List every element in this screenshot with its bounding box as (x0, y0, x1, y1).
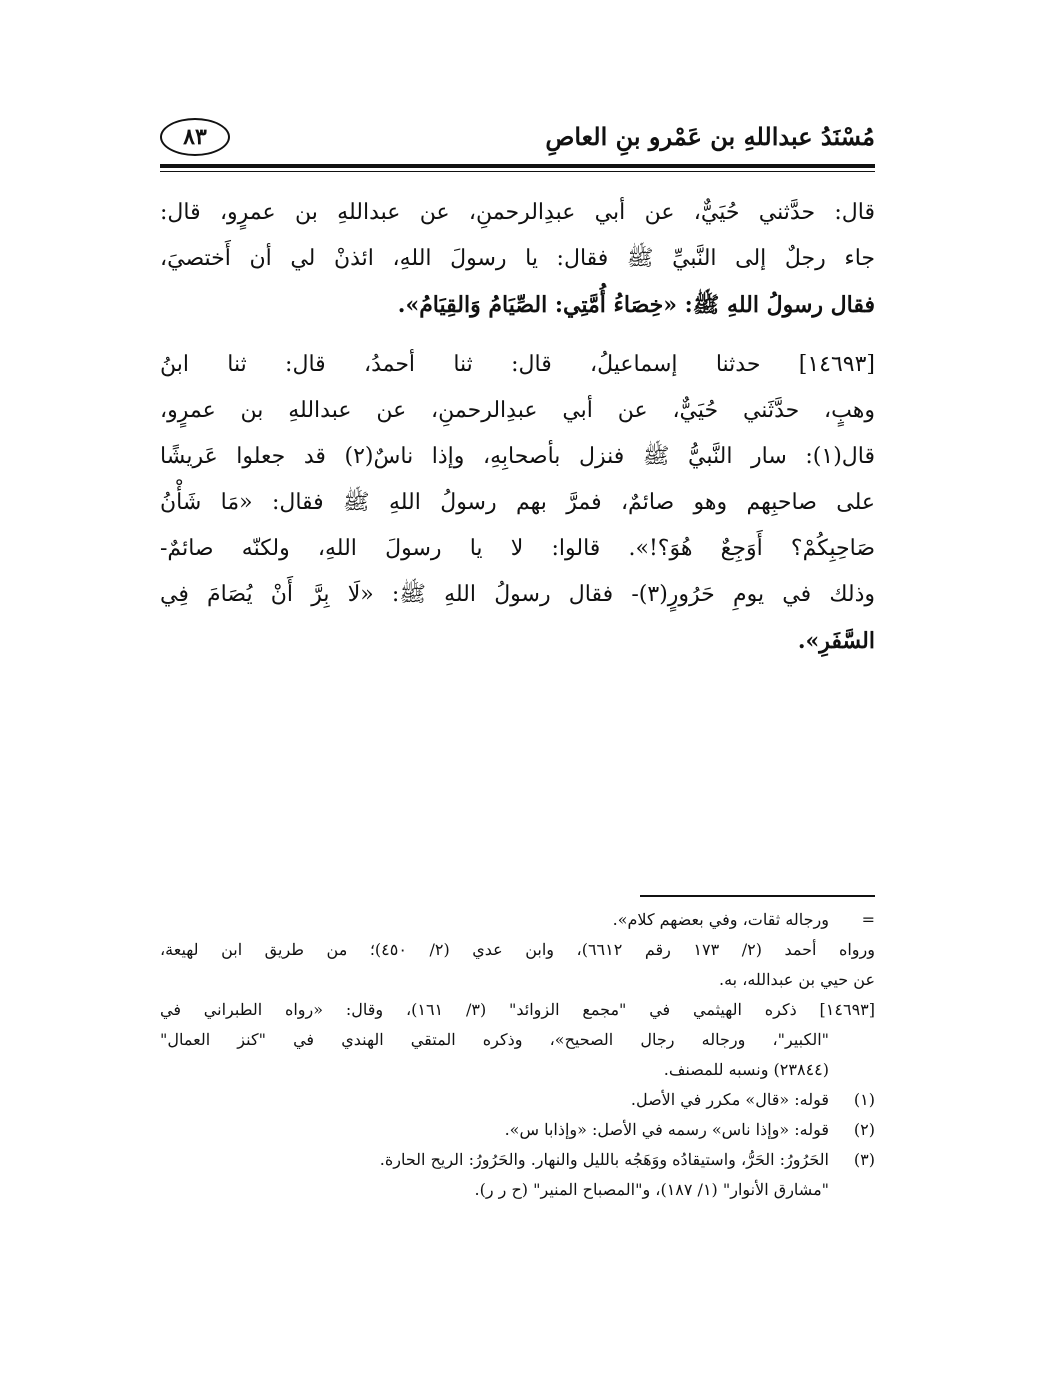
text-line: [١٤٦٩٣] حدثنا إسماعيلُ، قال: ثنا أحمدُ، قال: ثنا ابنُ (160, 352, 875, 377)
running-title: مُسْنَدُ عبداللهِ بن عَمْرو بنِ العاصِ (545, 122, 875, 151)
paragraph-gap (160, 328, 875, 342)
text-line: جاء رجلٌ إلى النَّبيِّ ﷺ فقال: يا رسولَ اللهِ، ائذنْ لي أن أَختصيَ، (160, 246, 875, 271)
footnote-text: ورجاله ثقات، وفي بعضهم كلام». (612, 910, 829, 929)
text-line: فقال رسولُ اللهِ ﷺ: «خِصَاءُ أُمَّتِي: الصِّيَامُ وَالقِيَامُ». (397, 292, 875, 318)
footnote-text: الحَرُورُ: الحَرُّ، واستيقادُه ووَهَجُه بالليل والنهار. والحَرُورُ: الريح الحارة. (379, 1150, 829, 1169)
text-line: قال(١): سار النَّبيُّ ﷺ فنزل بأصحابِهِ، وإذا ناسٌ(٢) قد جعلوا عَريشًا (160, 444, 875, 469)
footnote-line: عن حيي بن عبدالله، به. (718, 970, 875, 989)
footnote-number: (٢) (853, 1120, 875, 1139)
page-number-badge: ٨٣ (160, 118, 230, 156)
header-rule-thin (160, 171, 875, 172)
footnotes (160, 905, 875, 1205)
footnote-14693: [١٤٦٩٣] ذكره الهيثمي في "مجمع الزوائد" (٣/ ١٦١)، وقال: «رواه الطبراني في (160, 1000, 875, 1019)
text-line: على صاحبِهم وهو صائمٌ، فمرَّ بهم رسولُ اللهِ ﷺ فقال: «مَا شَأْنُ (160, 490, 875, 515)
page-header (160, 108, 875, 158)
continuation-marker: = (861, 910, 875, 929)
text-line: قال: حدَّثني حُيَيٌّ، عن أبي عبدِالرحمنِ، عن عبداللهِ بن عمرٍو، قال: (160, 200, 875, 225)
text-line: وذلك في يومِ حَرُورٍ(٣)- فقال رسولُ اللهِ ﷺ: «لَا بِرَّ أَنْ يُصَامَ فِي (160, 582, 875, 607)
footnote-3 (160, 1145, 875, 1175)
footnote-line: (٢٣٨٤٤) ونسبه للمصنف. (663, 1060, 829, 1079)
footnote-number: (٣) (853, 1150, 875, 1169)
text-line: وهبٍ، حدَّثَني حُيَيٌّ، عن أبي عبدِالرحمنِ، عن عبداللهِ بن عمرٍو، (160, 398, 875, 423)
main-text (160, 190, 875, 664)
footnote-line: "مشارق الأنوار" (١/ ١٨٧)، و"المصباح المنير" (ح ر ر). (474, 1180, 829, 1199)
header-rule-thick (160, 164, 875, 168)
footnote-text: قوله: «قال» مكرر في الأصل. (630, 1090, 829, 1109)
footnote-2 (160, 1115, 875, 1145)
footnote-line: "الكبير"، ورجاله رجال الصحيح»، وذكره المتقي الهندي في "كنز العمال" (160, 1030, 829, 1049)
text-line: صَاحِبِكُمْ؟ أَوَجِعٌ هُوَ؟!». قالوا: لا يا رسولَ اللهِ، ولكنّه صائمٌ- (160, 536, 875, 561)
footnote-line: ورواه أحمد (٢/ ١٧٣ رقم ٦٦١٢)، وابن عدي (٢/ ٤٥٠)؛ من طريق ابن لهيعة، (160, 940, 875, 959)
footnote-number: (١) (853, 1090, 875, 1109)
footnote-1 (160, 1085, 875, 1115)
footnote-continuation (160, 905, 875, 935)
hadith-14693 (160, 342, 875, 664)
footnote-separator (640, 895, 875, 897)
paragraph-1 (160, 190, 875, 328)
text-line: السَّفَرِ». (797, 628, 875, 654)
footnote-text: قوله: «وإذا ناس» رسمه في الأصل: «وإذابا س». (504, 1120, 829, 1139)
